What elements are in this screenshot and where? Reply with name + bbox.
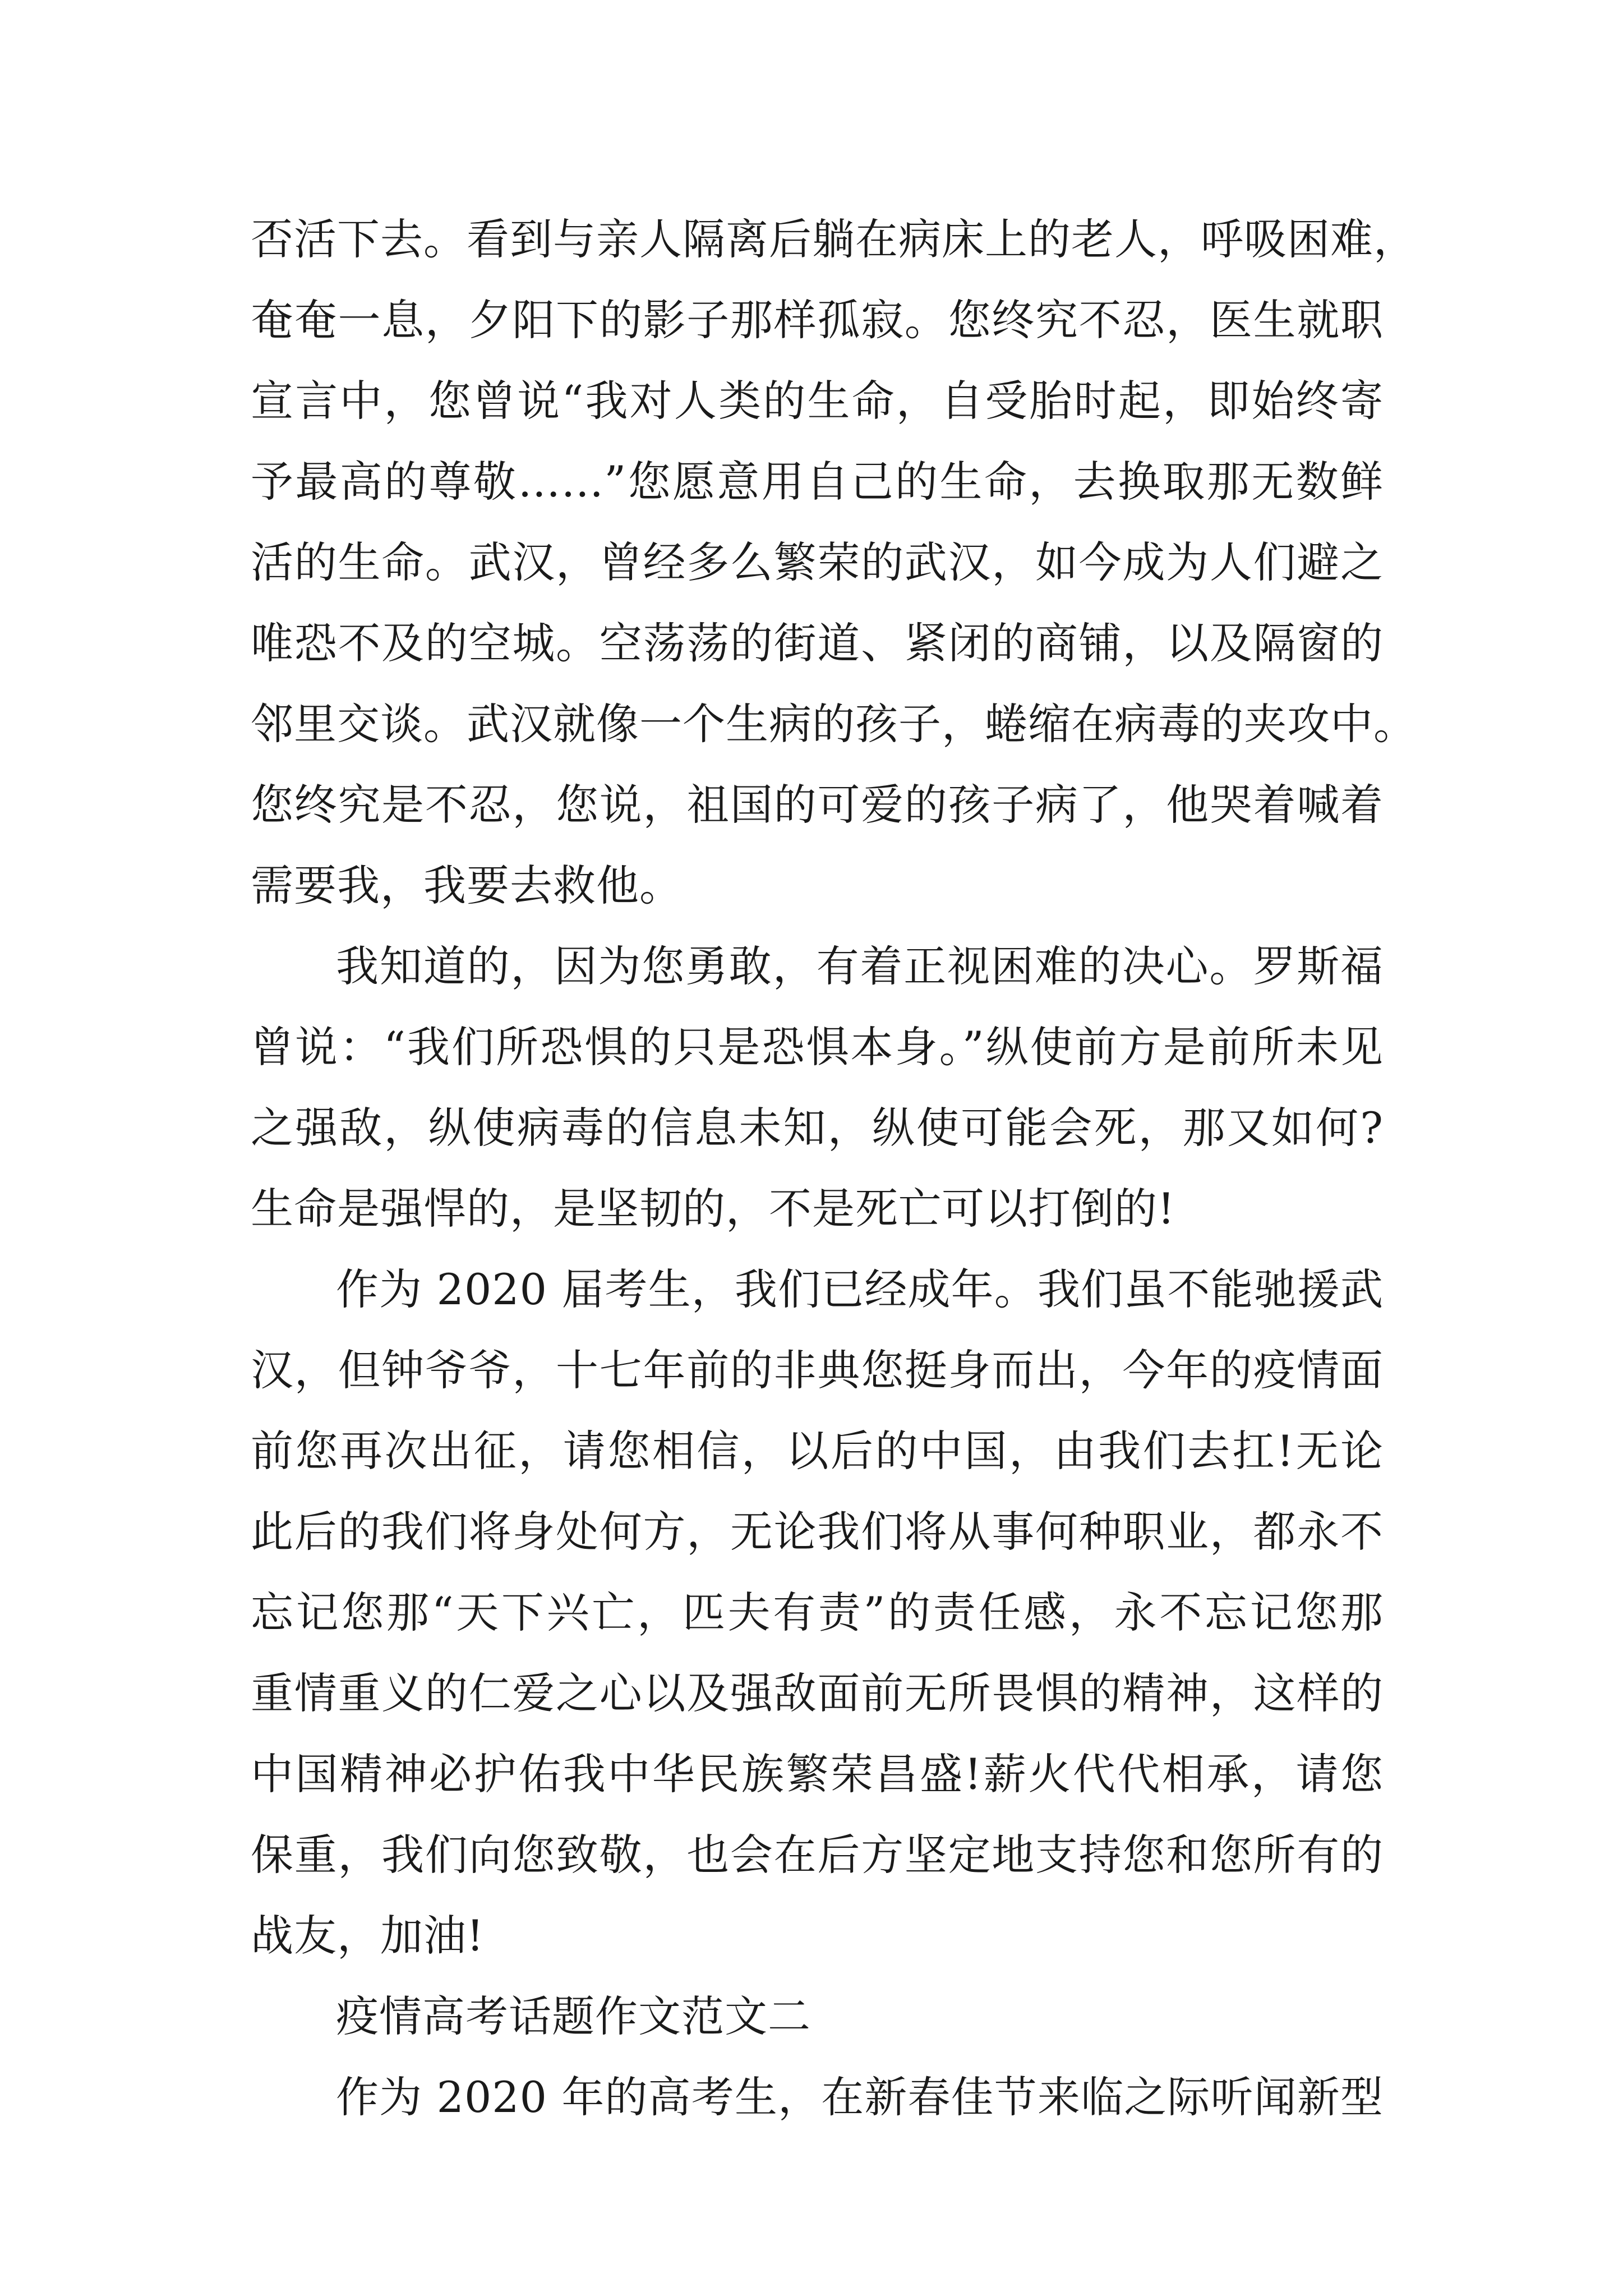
- paragraph-first-line: 我知道的，因为您勇敢，有着正视困难的决心。罗斯福: [336, 941, 1384, 991]
- text-line: 曾说：“我们所恐惧的只是恐惧本身。”纵使前方是前所未见: [251, 1022, 1384, 1072]
- text-line: 之强敌，纵使病毒的信息未知，纵使可能会死，那又如何?: [251, 1103, 1384, 1153]
- text-line: 予最高的尊敬……”您愿意用自己的生命，去换取那无数鲜: [251, 457, 1384, 507]
- text-line: 保重，我们向您致敬，也会在后方坚定地支持您和您所有的: [251, 1830, 1384, 1880]
- text-line: 生命是强悍的，是坚韧的，不是死亡可以打倒的!: [251, 1184, 1175, 1234]
- text-line: 邻里交谈。武汉就像一个生病的孩子，蜷缩在病毒的夹攻中。: [251, 699, 1417, 749]
- paragraph-first-line: 作为 2020 年的高考生，在新春佳节来临之际听闻新型: [336, 2072, 1384, 2122]
- text-line: 忘记您那“天下兴亡，匹夫有责”的责任感，永不忘记您那: [251, 1588, 1384, 1637]
- text-line: 重情重义的仁爱之心以及强敌面前无所畏惧的精神，这样的: [251, 1668, 1384, 1718]
- text-line: 此后的我们将身处何方，无论我们将从事何种职业，都永不: [251, 1507, 1384, 1557]
- text-line: 战友，加油!: [251, 1911, 485, 1961]
- text-line: 活的生命。武汉，曾经多么繁荣的武汉，如今成为人们避之: [251, 537, 1384, 587]
- text-line: 您终究是不忍，您说，祖国的可爱的孩子病了，他哭着喊着: [251, 780, 1384, 830]
- text-line: 宣言中，您曾说“我对人类的生命，自受胎时起，即始终寄: [251, 376, 1384, 426]
- text-line: 唯恐不及的空城。空荡荡的街道、紧闭的商铺，以及隔窗的: [251, 618, 1384, 668]
- text-line: 奄奄一息，夕阳下的影子那样孤寂。您终究不忍，医生就职: [251, 295, 1384, 345]
- essay-text-body: [251, 199, 1417, 2138]
- section-heading: 疫情高考话题作文范文二: [336, 1991, 811, 2041]
- text-line: 汉，但钟爷爷，十七年前的非典您挺身而出，今年的疫情面: [251, 1345, 1384, 1395]
- text-line: 前您再次出征，请您相信，以后的中国，由我们去扛!无论: [251, 1426, 1384, 1476]
- text-line: 需要我，我要去救他。: [251, 861, 683, 910]
- text-line: 中国精神必护佑我中华民族繁荣昌盛!薪火代代相承，请您: [251, 1749, 1384, 1799]
- text-line: 否活下去。看到与亲人隔离后躺在病床上的老人，呼吸困难，: [251, 214, 1417, 264]
- paragraph-first-line: 作为 2020 届考生，我们已经成年。我们虽不能驰援武: [336, 1264, 1384, 1314]
